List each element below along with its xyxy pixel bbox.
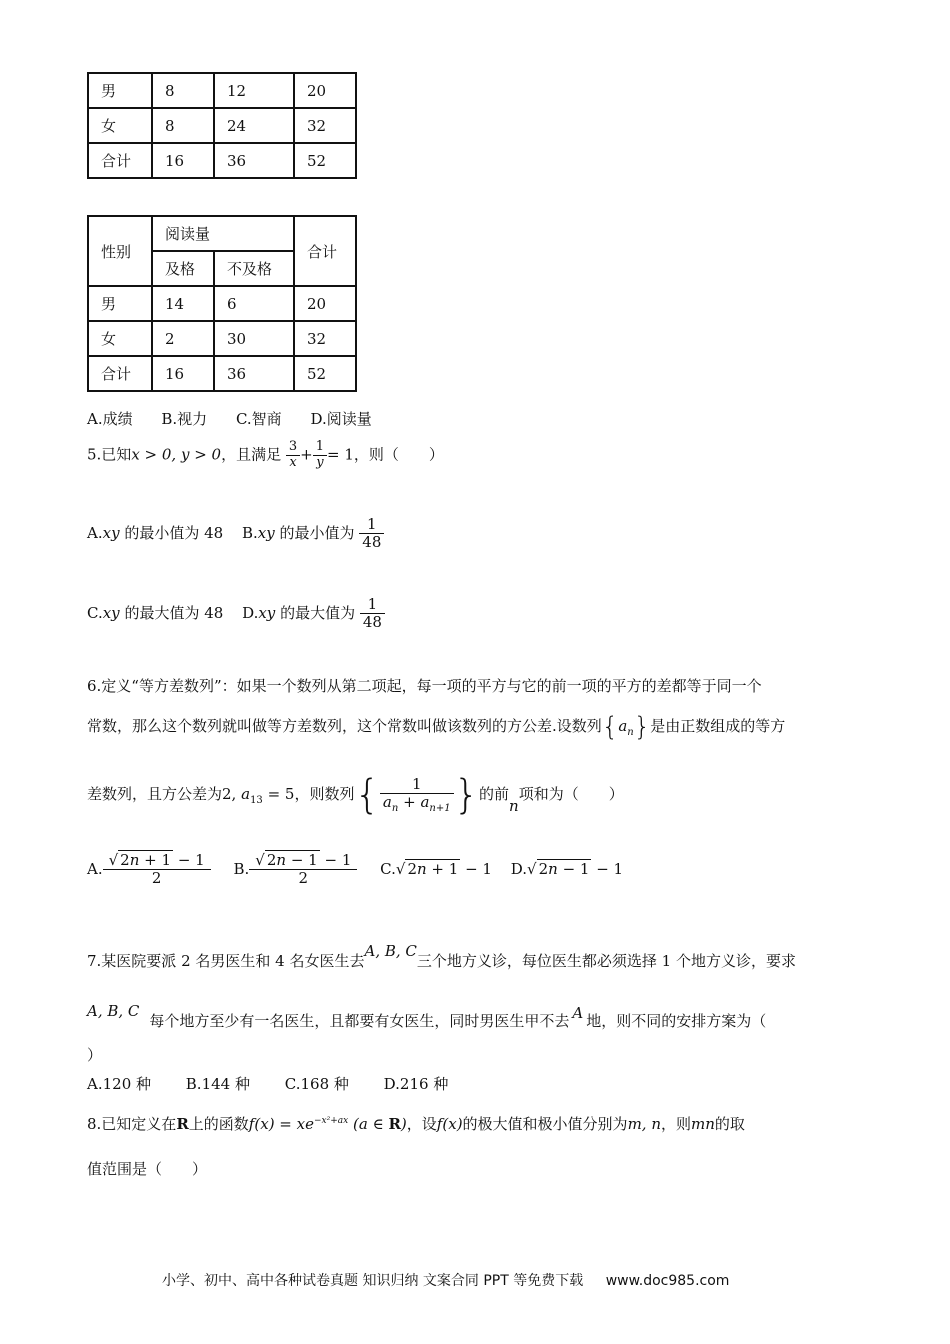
q6-line2 bbox=[87, 712, 785, 742]
q5-stem: 5.已知x > 0, y > 0，且满足 $\frac{3}{x}$ + $\frac{1}{y}$ = 1，则（ ） bbox=[87, 439, 444, 470]
q5-option-row1 bbox=[87, 516, 384, 552]
abc: A, B, C bbox=[364, 942, 417, 960]
table-row bbox=[88, 108, 356, 143]
brace: { bbox=[354, 772, 380, 818]
q5-prefix: 5.已知 bbox=[87, 445, 132, 464]
option-b-text: 的最小值为 bbox=[279, 523, 355, 542]
xy: xy bbox=[102, 603, 120, 622]
f-x: f(x) bbox=[436, 1115, 463, 1133]
fraction-3-over-x: $\frac{3}{x}$ bbox=[286, 440, 300, 471]
header-fail: 不及格 bbox=[214, 251, 294, 286]
q8-line1-b: ，设 bbox=[406, 1115, 437, 1133]
cell: 20 bbox=[294, 73, 356, 108]
a-n: $a_n$ bbox=[618, 717, 634, 738]
table-row bbox=[88, 216, 356, 251]
option-c-label: C. bbox=[87, 603, 103, 622]
q6-line3-end: 项和为（ ） bbox=[518, 785, 624, 803]
table-row bbox=[88, 286, 356, 321]
option-d-text: 的最大值为 bbox=[280, 603, 356, 622]
footer bbox=[162, 1270, 729, 1290]
q7-line1-pre: 7.某医院要派 2 名男医生和 4 名女医生去 bbox=[87, 952, 365, 970]
q7-line3: ） bbox=[87, 1046, 103, 1064]
fraction-1-over-y: $\frac{1}{y}$ bbox=[313, 440, 327, 471]
xy: xy bbox=[257, 523, 275, 542]
function-def: $f(x) = xe^{-x^2+ax}$ (a ∈ R) bbox=[248, 1115, 407, 1133]
q8-line1 bbox=[87, 1113, 745, 1134]
cell: 52 bbox=[294, 356, 356, 391]
mn: mn bbox=[691, 1115, 715, 1133]
footer-text: 小学、初中、高中各种试卷真题 知识归纳 文案合同 PPT 等免费下载 bbox=[162, 1273, 584, 1289]
option-d-formula: √ 2n − 1 − 1 bbox=[527, 859, 624, 878]
option-c: C.智商 bbox=[235, 410, 282, 428]
option-d: D.216 种 bbox=[383, 1075, 449, 1093]
fraction-sequence: $\frac{1}{a_n + a_{n+1}}$ bbox=[380, 776, 454, 815]
option-c-formula: √ 2n + 1 − 1 bbox=[395, 859, 492, 878]
option-a-label: A. bbox=[87, 523, 103, 542]
header-pass: 及格 bbox=[152, 251, 214, 286]
q6-line2-pre: 常数，那么这个数列就叫做等方差数列，这个常数叫做该数列的方公差.设数列 bbox=[87, 717, 602, 735]
table-row bbox=[88, 321, 356, 356]
real-set: R bbox=[176, 1115, 189, 1133]
q6-line3-mid: ，则数列 bbox=[294, 785, 355, 803]
cell: 6 bbox=[214, 286, 294, 321]
option-b: B.144 种 bbox=[185, 1075, 250, 1093]
q4-options bbox=[87, 408, 372, 429]
n: n bbox=[509, 797, 519, 815]
q6-line2-post: 是由正数组成的等方 bbox=[650, 717, 786, 735]
cell: 52 bbox=[294, 143, 356, 178]
cell: 36 bbox=[214, 143, 294, 178]
q8-line1-a: 上的函数 bbox=[188, 1115, 249, 1133]
xy: xy bbox=[102, 523, 120, 542]
option-a-label: A. bbox=[87, 859, 103, 878]
table-reading bbox=[87, 215, 357, 392]
option-b-formula: $\frac{√ 2n - 1 - 1}{2}$ bbox=[249, 852, 357, 888]
option-c-label: C. bbox=[380, 859, 396, 878]
cell: 32 bbox=[294, 321, 356, 356]
brace: } bbox=[453, 772, 480, 818]
cell: 12 bbox=[214, 73, 294, 108]
q8-line1-d: ，则 bbox=[660, 1115, 691, 1133]
option-c: C.168 种 bbox=[284, 1075, 349, 1093]
q6-line3-pre: 差数列，且方公差为 bbox=[87, 785, 223, 803]
cell: 女 bbox=[88, 321, 152, 356]
cell: 合计 bbox=[88, 356, 152, 391]
table-gender-scores bbox=[87, 72, 357, 179]
a: A bbox=[572, 1004, 584, 1022]
option-a-formula: $\frac{√ 2n + 1 - 1}{2}$ bbox=[103, 852, 211, 888]
cell: 14 bbox=[152, 286, 214, 321]
q6-options bbox=[87, 852, 623, 888]
option-a-text: 的最小值为 48 bbox=[124, 523, 224, 542]
footer-url[interactable]: www.doc985.com bbox=[605, 1273, 730, 1289]
fraction-1-over-48: $\frac{1}{48}$ bbox=[360, 596, 385, 632]
q6-line3 bbox=[87, 772, 624, 818]
table-row bbox=[88, 356, 356, 391]
q5-option-row2 bbox=[87, 596, 385, 632]
header-gender: 性别 bbox=[88, 216, 152, 286]
q7-options bbox=[87, 1073, 448, 1094]
q6-line3-post: 的前 bbox=[479, 785, 510, 803]
cell: 女 bbox=[88, 108, 152, 143]
option-b-label: B. bbox=[233, 859, 250, 878]
cell: 2 bbox=[152, 321, 214, 356]
brace: { bbox=[601, 712, 619, 742]
q5-condition: x > 0, y > 0 bbox=[131, 445, 222, 464]
fraction-1-over-48: $\frac{1}{48}$ bbox=[359, 516, 384, 552]
abc: A, B, C bbox=[87, 1002, 140, 1020]
q6-line1: 6.定义“等方差数列”：如果一个数列从第二项起，每一项的平方与它的前一项的平方的差都等于同一个 bbox=[87, 677, 762, 695]
cell: 合计 bbox=[88, 143, 152, 178]
option-d: D.阅读量 bbox=[310, 410, 372, 428]
option-d-label: D. bbox=[510, 859, 528, 878]
cell: 16 bbox=[152, 356, 214, 391]
option-d-label: D. bbox=[242, 603, 259, 622]
q6-condition: 2, $a_{13} = 5$ bbox=[222, 785, 295, 806]
q7-line2-post: 每个地方至少有一名医生，且都要有女医生，同时男医生甲不去 bbox=[149, 1012, 570, 1030]
q8-line1-e: 的取 bbox=[714, 1115, 745, 1133]
table-row bbox=[88, 143, 356, 178]
header-total: 合计 bbox=[294, 216, 356, 286]
option-b: B.视力 bbox=[161, 410, 208, 428]
q8-line2: 值范围是（ ） bbox=[87, 1160, 208, 1178]
table-row bbox=[88, 73, 356, 108]
option-a: A.120 种 bbox=[87, 1075, 151, 1093]
cell: 36 bbox=[214, 356, 294, 391]
q7-line2 bbox=[87, 1002, 766, 1031]
q7-line1-post: 三个地方义诊，每位医生都必须选择 1 个地方义诊，要求 bbox=[416, 952, 796, 970]
cell: 8 bbox=[152, 108, 214, 143]
q7-line2-end: 地，则不同的安排方案为（ bbox=[586, 1012, 767, 1030]
q5-tail: ，则（ ） bbox=[353, 445, 444, 464]
cell: 24 bbox=[214, 108, 294, 143]
q8-line1-pre: 8.已知定义在 bbox=[87, 1115, 177, 1133]
brace: } bbox=[633, 712, 651, 742]
header-reading: 阅读量 bbox=[152, 216, 294, 251]
cell: 30 bbox=[214, 321, 294, 356]
q5-mid: ，且满足 bbox=[221, 445, 282, 464]
cell: 16 bbox=[152, 143, 214, 178]
option-c-text: 的最大值为 48 bbox=[124, 603, 224, 622]
option-b-label: B. bbox=[241, 523, 258, 542]
m-n: m, n bbox=[627, 1115, 661, 1133]
q7-line1 bbox=[87, 942, 796, 971]
cell: 20 bbox=[294, 286, 356, 321]
cell: 32 bbox=[294, 108, 356, 143]
cell: 8 bbox=[152, 73, 214, 108]
cell: 男 bbox=[88, 73, 152, 108]
option-a: A.成绩 bbox=[87, 410, 133, 428]
xy: xy bbox=[258, 603, 276, 622]
q8-line1-c: 的极大值和极小值分别为 bbox=[462, 1115, 628, 1133]
cell: 男 bbox=[88, 286, 152, 321]
